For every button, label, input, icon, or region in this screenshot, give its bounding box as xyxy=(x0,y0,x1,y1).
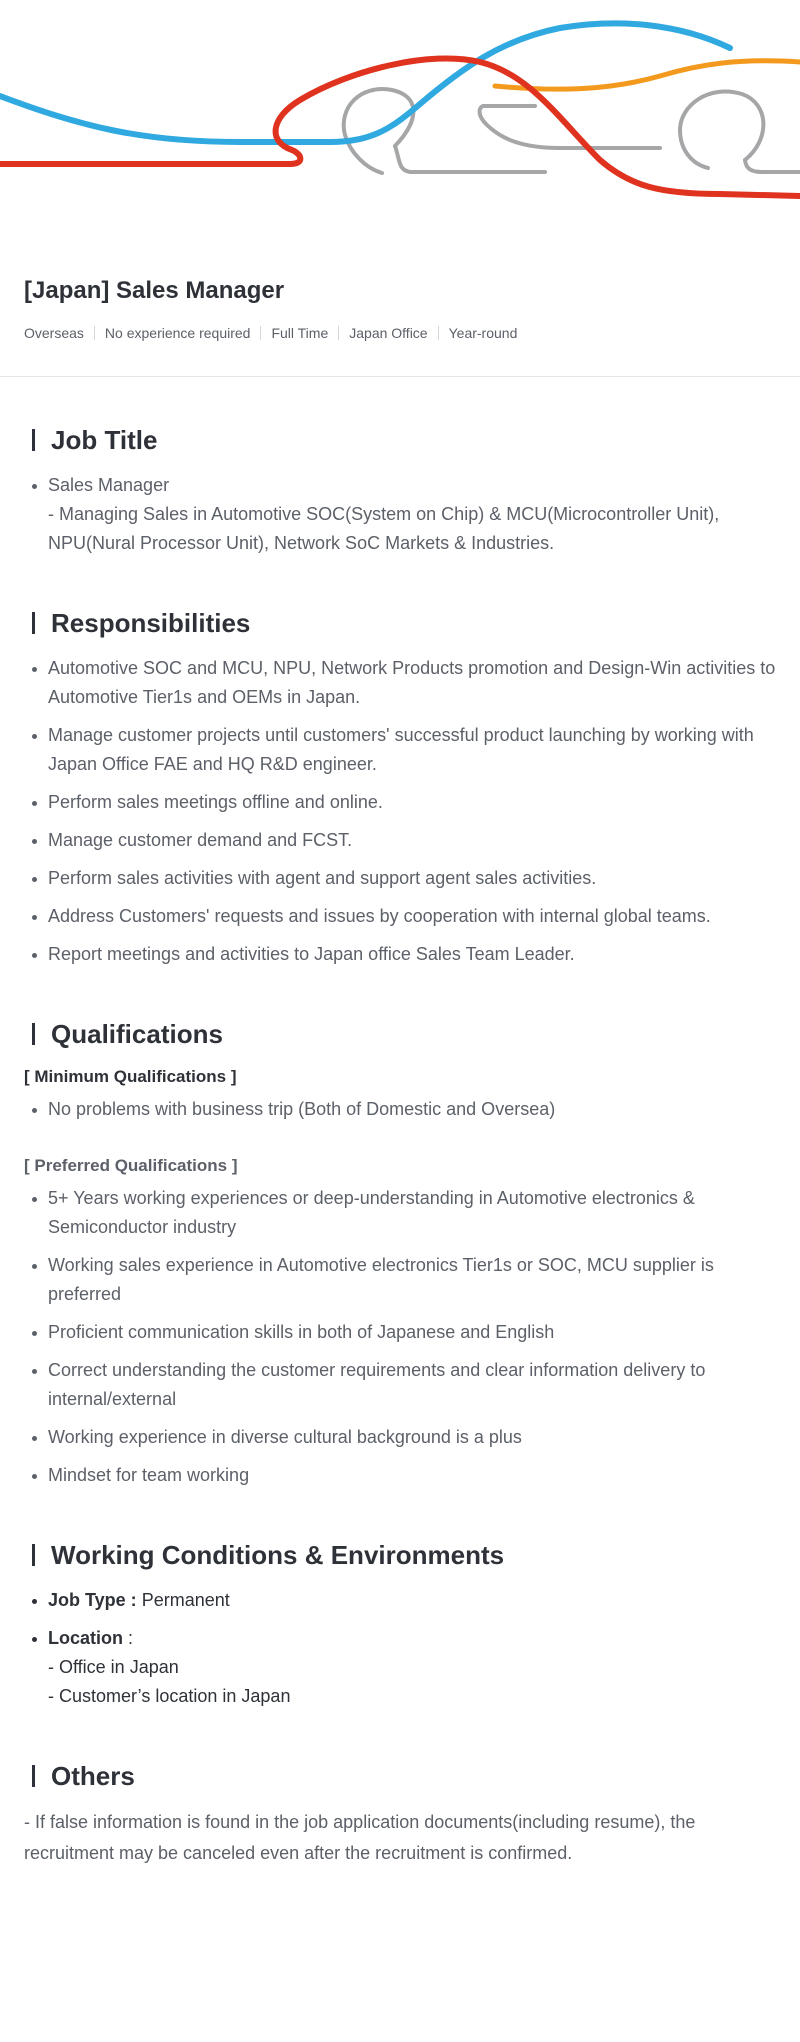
section-heading-text: Job Title xyxy=(51,425,158,455)
heading-bar xyxy=(32,1765,35,1787)
rear-lower-line xyxy=(745,160,800,172)
job-title-detail: - Managing Sales in Automotive SOC(System on Chip) & MCU(Microcontroller Unit), NPU(Nural Processor Unit), Network SoC Markets & Industries. xyxy=(48,504,720,553)
location-line: - Customer’s location in Japan xyxy=(48,1686,291,1706)
hero-banner xyxy=(0,0,800,210)
header-divider xyxy=(0,376,800,377)
list-item: Correct understanding the customer requirements and clear information delivery to internal/external xyxy=(24,1356,776,1414)
section-working-conditions xyxy=(24,1538,776,1711)
section-heading xyxy=(32,1017,776,1051)
section-heading-text: Responsibilities xyxy=(51,608,251,638)
section-heading-text: Working Conditions & Environments xyxy=(51,1540,505,1570)
list-item: Working experience in diverse cultural background is a plus xyxy=(24,1423,776,1452)
section-responsibilities xyxy=(24,606,776,969)
location-item xyxy=(24,1624,776,1711)
section-heading-text: Qualifications xyxy=(51,1019,223,1049)
list-item: Mindset for team working xyxy=(24,1461,776,1490)
orange-roof-line xyxy=(495,61,800,89)
section-heading xyxy=(32,423,776,457)
section-job-title xyxy=(24,423,776,558)
job-type-item xyxy=(24,1586,776,1615)
job-type-value: Permanent xyxy=(136,1590,230,1610)
heading-bar xyxy=(32,429,35,451)
rear-wheel-arc xyxy=(680,92,763,168)
heading-bar xyxy=(32,1023,35,1045)
minimum-qualifications-list xyxy=(24,1095,776,1124)
job-title-main: Sales Manager xyxy=(48,475,170,495)
job-description xyxy=(0,423,800,1869)
preferred-qualifications-label: [ Preferred Qualifications ] xyxy=(24,1156,238,1175)
location-colon: : xyxy=(123,1628,134,1648)
list-item: Perform sales activities with agent and support agent sales activities. xyxy=(24,864,776,893)
lower-body-line xyxy=(395,146,545,172)
list-item: Automotive SOC and MCU, NPU, Network Products promotion and Design-Win activities to Automotive Tier1s and OEMs in Japan. xyxy=(24,654,776,712)
section-heading-text: Others xyxy=(51,1761,135,1791)
section-heading xyxy=(32,1538,776,1572)
tag-employment-type: Full Time xyxy=(260,326,338,340)
tag-overseas: Overseas xyxy=(24,325,84,341)
job-type-label: Job Type : xyxy=(48,1590,137,1610)
minimum-qualifications-label: [ Minimum Qualifications ] xyxy=(24,1067,237,1086)
job-title-list xyxy=(24,471,776,558)
list-item: Manage customer projects until customers' successful product launching by working with Japan Office FAE and HQ R&D engineer. xyxy=(24,721,776,779)
car-illustration-icon xyxy=(0,0,800,210)
tag-experience: No experience required xyxy=(94,326,261,340)
page-title: [Japan] Sales Manager xyxy=(24,277,285,304)
section-others xyxy=(24,1759,776,1869)
tag-list xyxy=(24,326,776,340)
others-text: - If false information is found in the job application documents(including resume), the recruitment may be canceled even after the recruitment is confirmed. xyxy=(24,1812,696,1863)
preferred-qualifications-list xyxy=(24,1184,776,1490)
list-item: Report meetings and activities to Japan office Sales Team Leader. xyxy=(24,940,776,969)
responsibilities-list xyxy=(24,654,776,969)
list-item: Perform sales meetings offline and online. xyxy=(24,788,776,817)
section-heading xyxy=(32,1759,776,1793)
list-item: 5+ Years working experiences or deep-understanding in Automotive electronics & Semiconductor industry xyxy=(24,1184,776,1242)
list-item: No problems with business trip (Both of Domestic and Oversea) xyxy=(24,1095,776,1124)
list-item: Working sales experience in Automotive electronics Tier1s or SOC, MCU supplier is preferred xyxy=(24,1251,776,1309)
list-item: Manage customer demand and FCST. xyxy=(24,826,776,855)
tag-recruit-period: Year-round xyxy=(438,326,528,340)
tag-office: Japan Office xyxy=(338,326,437,340)
location-line: - Office in Japan xyxy=(48,1657,179,1677)
heading-bar xyxy=(32,1544,35,1566)
list-item: Proficient communication skills in both of Japanese and English xyxy=(24,1318,776,1347)
job-header xyxy=(0,276,800,340)
list-item: Address Customers' requests and issues by cooperation with internal global teams. xyxy=(24,902,776,931)
section-qualifications xyxy=(24,1017,776,1490)
heading-bar xyxy=(32,612,35,634)
location-label: Location xyxy=(48,1628,123,1648)
list-item xyxy=(24,471,776,558)
working-conditions-list xyxy=(24,1586,776,1711)
section-heading xyxy=(32,606,776,640)
